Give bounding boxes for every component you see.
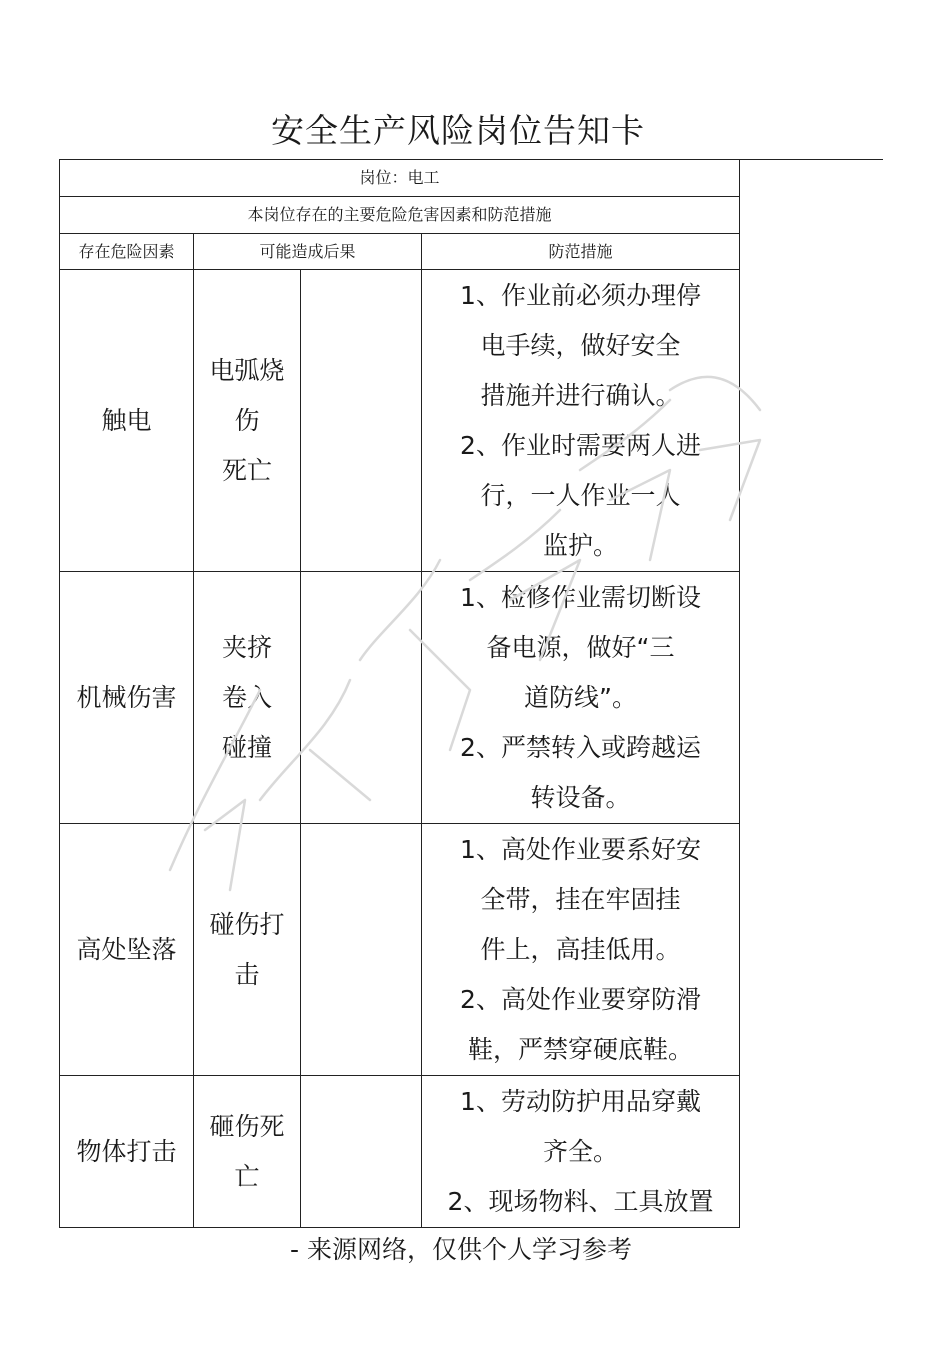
consequence-line: 伤 [234, 405, 260, 435]
measure-line: 行，一人作业一人 [480, 481, 681, 510]
consequence-cell [194, 1076, 301, 1228]
measure-line: 转设备。 [530, 783, 631, 812]
subtitle-row [60, 197, 740, 234]
header-consequence: 可能造成后果 [194, 234, 422, 270]
consequence-line: 卷入 [221, 682, 272, 712]
factor-cell: 物体打击 [60, 1076, 194, 1228]
consequence-line: 砸伤死 [209, 1111, 285, 1141]
measure-line: 全带，挂在牢固挂 [480, 885, 681, 914]
consequence-line: 碰撞 [221, 732, 272, 762]
measure-line: 2、高处作业要穿防滑 [460, 985, 701, 1014]
measure-line: 鞋，严禁穿硬底鞋。 [468, 1035, 694, 1064]
measures-cell [422, 824, 740, 1076]
footer-source-note: - 来源网络，仅供个人学习参考 [290, 1235, 632, 1264]
measure-line: 1、高处作业要系好安 [460, 835, 701, 864]
consequence-line: 电弧烧 [209, 355, 285, 385]
measure-line: 道防线”。 [524, 683, 637, 712]
measure-line: 1、劳动防护用品穿戴 [460, 1087, 701, 1116]
measure-line: 2、现场物料、工具放置 [447, 1187, 714, 1216]
factor-cell: 机械伤害 [60, 572, 194, 824]
header-row [60, 234, 740, 270]
measures-cell [422, 1076, 740, 1228]
consequence-cell [194, 270, 301, 572]
factor-cell: 高处坠落 [60, 824, 194, 1076]
header-measures: 防范措施 [422, 234, 740, 270]
measure-line: 齐全。 [543, 1137, 619, 1166]
blank-cell [301, 1076, 422, 1228]
measures-cell [422, 270, 740, 572]
consequence-cell [194, 572, 301, 824]
consequence-cell [194, 824, 301, 1076]
measure-line: 件上，高挂低用。 [480, 935, 681, 964]
measure-line: 2、作业时需要两人进 [460, 431, 701, 460]
measure-line: 1、作业前必须办理停 [460, 281, 701, 310]
risk-notice-table [59, 159, 740, 1228]
post-cell: 岗位：电工 [60, 160, 740, 197]
blank-cell [301, 824, 422, 1076]
measures-cell [422, 572, 740, 824]
consequence-line: 夹挤 [221, 632, 272, 662]
consequence-line: 亡 [234, 1161, 260, 1191]
blank-cell [301, 572, 422, 824]
table-row [60, 1076, 740, 1228]
measure-line: 1、检修作业需切断设 [460, 583, 701, 612]
consequence-line: 死亡 [221, 455, 272, 485]
measure-line: 2、严禁转入或跨越运 [460, 733, 701, 762]
measure-line: 备电源，做好“三 [486, 633, 675, 662]
header-factor: 存在危险因素 [60, 234, 194, 270]
top-rule-line [738, 159, 883, 160]
consequence-line: 碰伤打 [209, 909, 285, 939]
table-row [60, 270, 740, 572]
measure-line: 措施并进行确认。 [480, 381, 681, 410]
consequence-line: 击 [234, 959, 260, 989]
measure-line: 监护。 [543, 531, 619, 560]
blank-cell [301, 270, 422, 572]
measure-line: 电手续，做好安全 [480, 331, 681, 360]
table-row [60, 824, 740, 1076]
subtitle-cell: 本岗位存在的主要危险危害因素和防范措施 [60, 197, 740, 234]
table-row [60, 572, 740, 824]
document-title: 安全生产风险岗位告知卡 [271, 111, 645, 150]
post-row [60, 160, 740, 197]
factor-cell: 触电 [60, 270, 194, 572]
